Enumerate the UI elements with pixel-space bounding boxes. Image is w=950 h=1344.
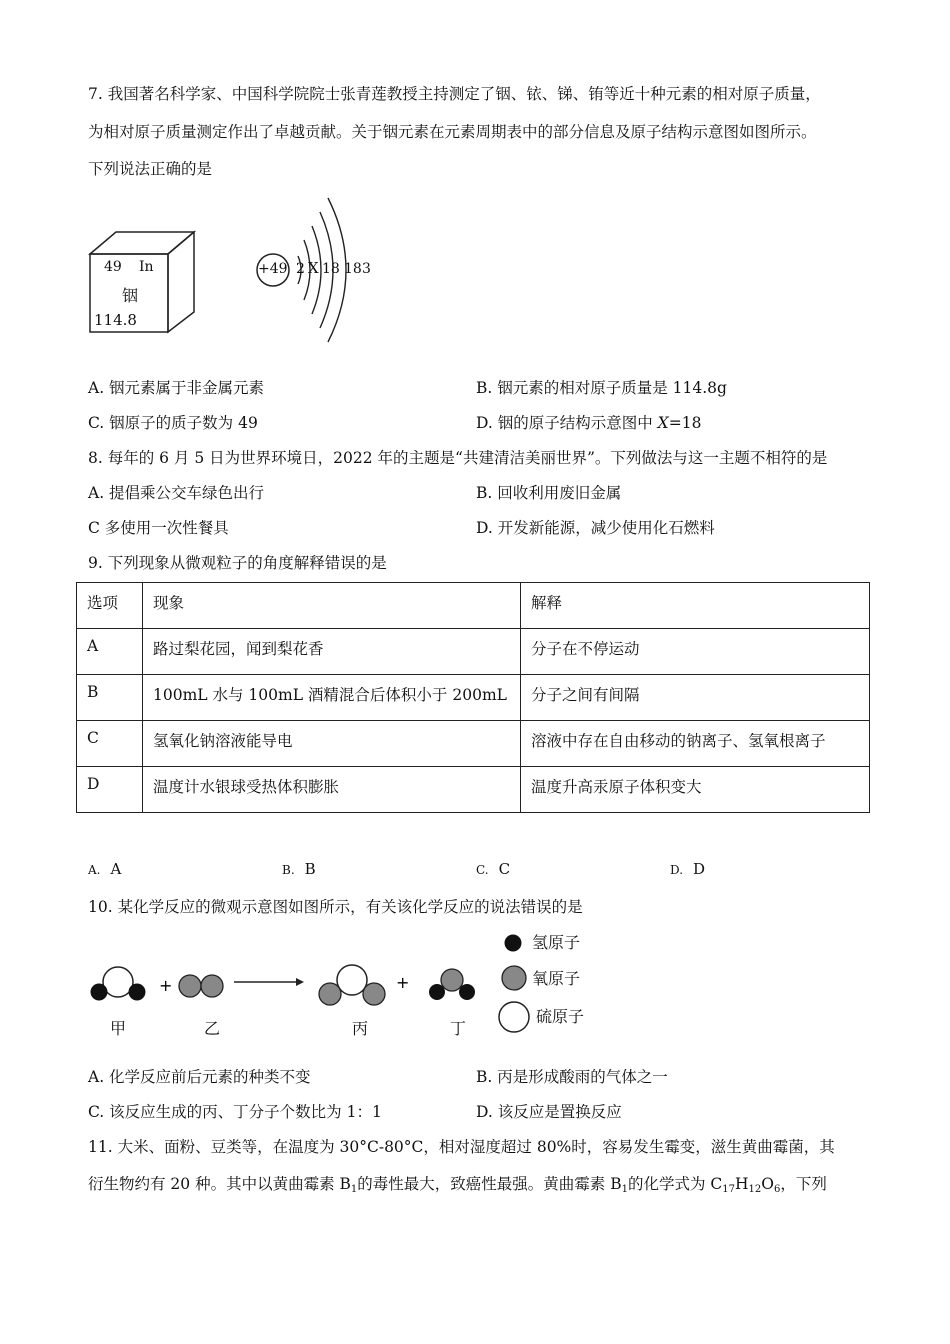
q9-choice-b[interactable] [282,860,316,878]
hydrogen-atom [91,984,108,1001]
q11-subscript: 6 [774,1184,781,1195]
q9-stem: 9. 下列现象从微观粒子的角度解释错误的是 [88,554,387,572]
table-header-cell: 解释 [521,583,870,629]
arrow-head [296,978,304,986]
oxygen-atom [201,975,223,997]
q10-option-d[interactable]: D. 该反应是置换反应 [476,1103,622,1121]
q11-text: 衍生物约有 20 种。其中以黄曲霉素 B [88,1175,351,1193]
table-cell: B [77,675,143,721]
legend-oxygen-label: 氧原子 [532,969,581,988]
element-mass: 114.8 [94,311,137,329]
q7-option-d-var: X [657,414,669,432]
reactant-label-jia: 甲 [110,1019,127,1038]
q9-table [76,582,870,813]
table-header-row [77,583,870,629]
legend-sulfur-icon [497,1000,531,1034]
atom-shell-4: 18 [344,261,362,277]
q11-stem-line2 [88,1172,827,1195]
q7-option-a[interactable]: A. 铟元素属于非金属元素 [88,379,265,397]
q7-option-d-pre: D. 铟的原子结构示意图中 [476,414,658,432]
hydrogen-atom [429,984,445,1000]
q8-stem: 8. 每年的 6 月 5 日为世界环境日，2022 年的主题是“共建清洁美丽世界”。下列做法与这一主题不相符的是 [88,449,828,467]
hydrogen-atom [129,984,146,1001]
q11-text: 的毒性最大，致癌性最强。黄曲霉素 B [357,1175,622,1193]
q7-stem-line2: 为相对原子质量测定作出了卓越贡献。关于铟元素在元素周期表中的部分信息及原子结构示意图如图所示。 [88,123,817,141]
q11-subscript: 12 [748,1184,762,1195]
table-cell: 路过梨花园，闻到梨花香 [143,629,521,675]
q7-stem-line1: 7. 我国著名科学家、中国科学院院士张青莲教授主持测定了铟、铱、锑、铕等近十种元素的相对原子质量， [88,85,821,103]
q11-stem-line1: 11. 大米、面粉、豆类等，在温度为 30°C-80°C，相对湿度超过 80%时，容易发生霉变，滋生黄曲霉菌，其 [88,1138,835,1156]
product-label-ding: 丁 [450,1019,467,1038]
choice-letter: B. [282,863,295,877]
table-row [77,675,870,721]
q10-option-c[interactable]: C. 该反应生成的丙、丁分子个数比为 1：1 [88,1103,382,1121]
table-cell: 温度升高汞原子体积变大 [521,767,870,813]
table-cell: 100mL 水与 100mL 酒精混合后体积小于 200mL [143,675,521,721]
q8-option-c[interactable]: C 多使用一次性餐具 [88,519,229,537]
choice-value: D [693,860,706,878]
legend-sulfur-label: 硫原子 [536,1007,585,1026]
atom-shell-5: 3 [362,261,371,277]
product-label-bing: 丙 [352,1019,369,1038]
q7-option-d-post: =18 [668,414,702,432]
element-name: 铟 [122,286,139,305]
q10-option-b[interactable]: B. 丙是形成酸雨的气体之一 [476,1068,668,1086]
choice-value: C [498,860,511,878]
oxygen-atom [319,983,341,1005]
q11-subscript: 1 [621,1184,628,1195]
legend-hydrogen-icon [502,932,524,954]
table-row [77,721,870,767]
q11-subscript: 17 [722,1184,736,1195]
choice-letter: D. [670,863,684,877]
atom-shell-1: 2 [296,261,305,277]
q8-option-b[interactable]: B. 回收利用废旧金属 [476,484,622,502]
table-row [77,767,870,813]
plus-sign: + [159,976,173,995]
hydrogen-atom [459,984,475,1000]
element-number: 49 [104,259,122,275]
choice-letter: C. [476,863,489,877]
q8-option-d[interactable]: D. 开发新能源，减少使用化石燃料 [476,519,715,537]
q11-text: ，下列 [780,1175,827,1193]
q7-stem-line3: 下列说法正确的是 [88,160,213,178]
q9-choice-d[interactable] [670,860,705,878]
table-cell: 分子在不停运动 [521,629,870,675]
q10-stem: 10. 某化学反应的微观示意图如图所示，有关该化学反应的说法错误的是 [88,898,583,916]
q11-text: 的化学式为 C [627,1175,723,1193]
table-cell: 分子之间有间隔 [521,675,870,721]
table-header-cell: 选项 [77,583,143,629]
q7-option-c[interactable]: C. 铟原子的质子数为 49 [88,414,258,432]
q7-option-b[interactable]: B. 铟元素的相对原子质量是 114.8g [476,379,727,397]
table-row [77,629,870,675]
oxygen-atom [441,969,463,991]
choice-value: A [110,860,122,878]
q7-option-d[interactable] [476,411,701,433]
sulfur-atom [337,965,367,995]
q11-text: O [761,1175,774,1193]
legend-oxygen-icon [500,964,528,992]
table-cell: 溶液中存在自由移动的钠离子、氢氧根离子 [521,721,870,767]
reaction-diagram [84,956,484,1016]
oxygen-atom [179,975,201,997]
q11-subscript: 1 [350,1184,358,1195]
atom-shell-2: X [308,259,319,277]
table-cell: A [77,629,143,675]
oxygen-atom [363,983,385,1005]
choice-letter: A. [88,863,101,877]
table-header-cell: 现象 [143,583,521,629]
table-cell: C [77,721,143,767]
sulfur-atom [103,967,133,997]
table-cell: 氢氧化钠溶液能导电 [143,721,521,767]
q9-choice-a[interactable] [88,860,121,878]
plus-sign: + [396,973,410,992]
element-symbol: In [139,259,154,275]
atom-nucleus: +49 [258,261,288,277]
atom-shell-3: 18 [322,261,340,277]
table-cell: 温度计水银球受热体积膨胀 [143,767,521,813]
q10-option-a[interactable]: A. 化学反应前后元素的种类不变 [88,1068,311,1086]
table-cell: D [77,767,143,813]
q8-option-a[interactable]: A. 提倡乘公交车绿色出行 [88,484,265,502]
legend-hydrogen-label: 氢原子 [532,933,581,952]
q11-text: H [735,1175,749,1193]
choice-value: B [304,860,316,878]
reactant-label-yi: 乙 [204,1019,221,1038]
q9-choice-c[interactable] [476,860,510,878]
